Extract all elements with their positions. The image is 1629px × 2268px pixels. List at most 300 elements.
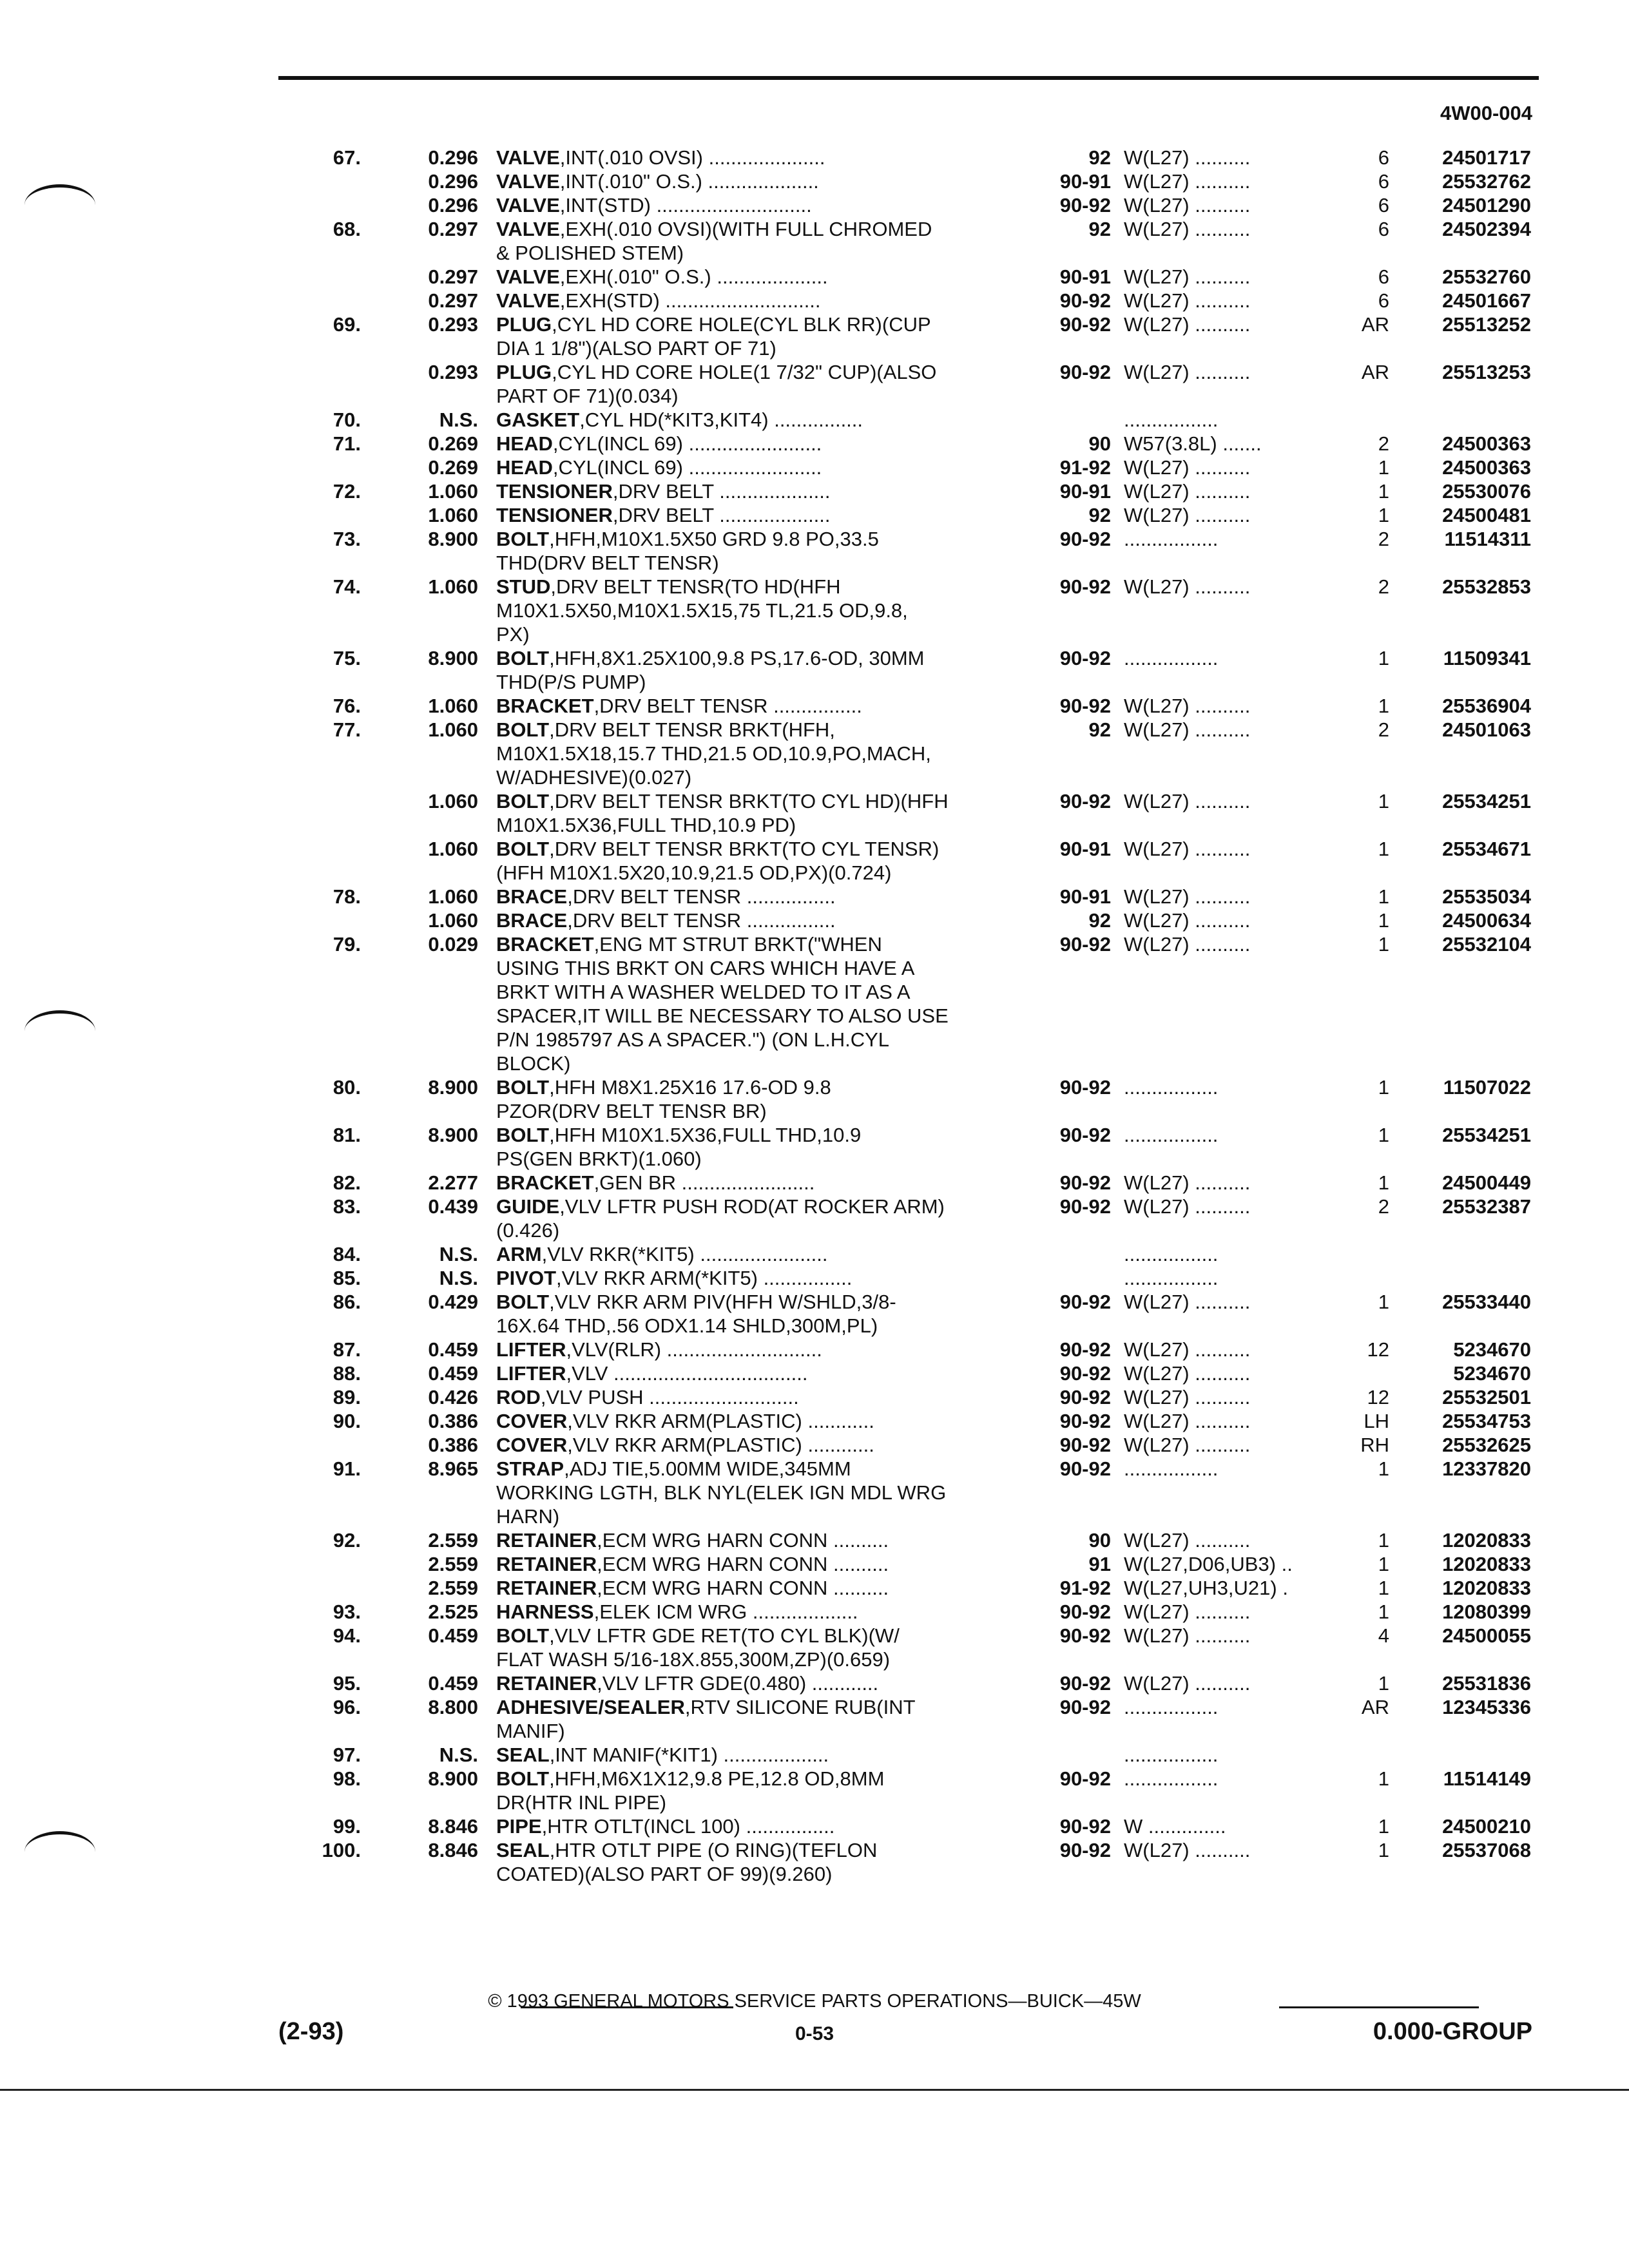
part-description (478, 1671, 1021, 1695)
part-detail: ,DRV BELT TENSR BRKT(TO CYL TENSR) (549, 838, 940, 860)
table-row (0, 1075, 1629, 1123)
item-key: 71. (333, 432, 361, 455)
group-number: 0.297 (428, 289, 478, 312)
part-name: LIFTER (496, 1338, 566, 1361)
part-name: RETAINER (496, 1577, 597, 1599)
table-row (0, 1242, 1629, 1266)
description-line (496, 718, 1021, 742)
model-usage: W(L27) .......... (1124, 1410, 1251, 1432)
quantity: 2 (1378, 575, 1389, 598)
part-number: 25530076 (1442, 480, 1531, 503)
part-number: 25532501 (1442, 1386, 1531, 1408)
part-description (478, 885, 1021, 908)
part-description (478, 1290, 1021, 1338)
description-line (496, 217, 1021, 241)
quantity: 1 (1378, 838, 1389, 860)
part-detail: ,ECM WRG HARN CONN .......... (597, 1529, 889, 1552)
part-number: 11507022 (1443, 1076, 1531, 1099)
part-name: BOLT (496, 528, 550, 550)
description-line (496, 575, 1021, 599)
part-description (478, 456, 1021, 479)
part-detail: ,VLV PUSH ........................... (540, 1386, 799, 1408)
part-description (478, 1195, 1021, 1242)
part-detail: ,HTR OTLT PIPE (O RING)(TEFLON (549, 1839, 878, 1861)
description-line (496, 1171, 1021, 1195)
quantity: 1 (1378, 885, 1389, 908)
part-detail: ,CYL(INCL 69) ........................ (552, 456, 822, 479)
part-number: 24500210 (1442, 1815, 1531, 1838)
part-detail: ,INT MANIF(*KIT1) ................... (549, 1744, 829, 1766)
part-name: RETAINER (496, 1529, 597, 1552)
part-number: 24500449 (1442, 1171, 1531, 1194)
part-detail: ,EXH(.010" O.S.) .................... (559, 265, 828, 288)
part-detail: ,ADJ TIE,5.00MM WIDE,345MM (564, 1457, 851, 1480)
item-key: 81. (333, 1124, 361, 1146)
part-name: GASKET (496, 408, 580, 431)
group-number: 0.426 (428, 1386, 478, 1408)
model-years: 90-91 (1059, 838, 1111, 860)
part-number: 24501063 (1442, 718, 1531, 741)
item-key: 76. (333, 695, 361, 717)
parts-list (0, 146, 1629, 1886)
part-name: TENSIONER (496, 504, 613, 526)
part-description (478, 837, 1021, 885)
table-row (0, 885, 1629, 908)
quantity: 2 (1378, 432, 1389, 455)
part-name: VALVE (496, 218, 560, 240)
part-detail: P/N 1985797 AS A SPACER.") (ON L.H.CYL (496, 1028, 890, 1051)
item-key: 74. (333, 575, 361, 598)
model-usage: W(L27) .......... (1124, 909, 1251, 932)
description-line (496, 1791, 1021, 1814)
table-row (0, 217, 1629, 265)
group-number: 0.459 (428, 1362, 478, 1385)
part-detail: THD(DRV BELT TENSR) (496, 552, 719, 574)
part-description (478, 312, 1021, 360)
model-usage: W(L27) .......... (1124, 885, 1251, 908)
quantity: 1 (1378, 1577, 1389, 1599)
part-description (478, 1075, 1021, 1123)
item-key: 90. (333, 1410, 361, 1432)
quantity: 6 (1378, 218, 1389, 240)
model-usage: W(L27,D06,UB3) .. (1124, 1553, 1293, 1575)
part-description (478, 193, 1021, 217)
item-key: 98. (333, 1767, 361, 1790)
part-detail: ,GEN BR ........................ (593, 1171, 815, 1194)
group-number: 2.525 (428, 1600, 478, 1623)
description-line (496, 1266, 1021, 1290)
model-years: 90-91 (1059, 480, 1111, 503)
group-number: 1.060 (428, 575, 478, 598)
part-detail: ,ENG MT STRUT BRKT("WHEN (593, 933, 882, 956)
table-row (0, 1743, 1629, 1767)
description-line (496, 503, 1021, 527)
model-usage: W .............. (1124, 1815, 1226, 1838)
description-line (496, 1481, 1021, 1504)
part-detail: ,CYL(INCL 69) ........................ (552, 432, 822, 455)
description-line (496, 1123, 1021, 1147)
table-row (0, 1266, 1629, 1290)
model-usage: W(L27) .......... (1124, 1600, 1251, 1623)
quantity: 1 (1378, 1529, 1389, 1552)
part-detail: ,VLV ................................... (566, 1362, 808, 1385)
table-row (0, 312, 1629, 360)
part-number: 25513253 (1442, 361, 1531, 383)
part-detail: HARN) (496, 1505, 560, 1528)
model-years: 90-92 (1059, 1171, 1111, 1194)
part-detail: ,DRV BELT .................... (612, 504, 831, 526)
item-key: 97. (333, 1744, 361, 1766)
model-years: 90 (1088, 1529, 1111, 1552)
model-usage: ................. (1124, 647, 1219, 669)
model-usage: W(L27) .......... (1124, 1171, 1251, 1194)
model-usage: W(L27) .......... (1124, 170, 1251, 193)
model-usage: W(L27) .......... (1124, 480, 1251, 503)
quantity: AR (1361, 1696, 1389, 1718)
part-name: PIPE (496, 1815, 542, 1838)
part-description (478, 1457, 1021, 1528)
top-rule (278, 76, 1539, 80)
model-years: 90-91 (1059, 170, 1111, 193)
model-usage: W(L27) .......... (1124, 838, 1251, 860)
part-detail: ,RTV SILICONE RUB(INT (684, 1696, 916, 1718)
part-detail: ,DRV BELT .................... (612, 480, 831, 503)
part-number: 25533440 (1442, 1291, 1531, 1313)
part-name: BRACKET (496, 695, 594, 717)
description-line (496, 265, 1021, 289)
part-detail: ,DRV BELT TENSR(TO HD(HFH (550, 575, 841, 598)
model-years: 90 (1088, 432, 1111, 455)
model-usage: W(L27,UH3,U21) . (1124, 1577, 1288, 1599)
part-name: PLUG (496, 361, 552, 383)
description-line (496, 1528, 1021, 1552)
description-line (496, 1767, 1021, 1791)
part-detail: PX) (496, 623, 530, 646)
quantity: 1 (1378, 790, 1389, 812)
item-key: 95. (333, 1672, 361, 1695)
item-key: 79. (333, 933, 361, 956)
part-name: VALVE (496, 194, 560, 216)
model-years: 90-92 (1059, 575, 1111, 598)
part-name: STRAP (496, 1457, 564, 1480)
group-number: 1.060 (428, 790, 478, 812)
model-years: 90-92 (1059, 194, 1111, 216)
description-line (496, 813, 1021, 837)
description-line (496, 742, 1021, 765)
part-description (478, 1433, 1021, 1457)
group-number: 1.060 (428, 504, 478, 526)
group-number: 0.386 (428, 1410, 478, 1432)
model-usage: ................. (1124, 1696, 1219, 1718)
model-years: 90-92 (1059, 1195, 1111, 1218)
part-detail: ,INT(.010 OVSI) ..................... (559, 146, 825, 169)
part-description (478, 1624, 1021, 1671)
table-row (0, 1385, 1629, 1409)
description-line (496, 694, 1021, 718)
item-key: 77. (333, 718, 361, 741)
part-name: BOLT (496, 1124, 550, 1146)
part-number: 24501667 (1442, 289, 1531, 312)
footer-date: (2-93) (278, 2018, 344, 2045)
model-years: 92 (1088, 718, 1111, 741)
part-detail: WORKING LGTH, BLK NYL(ELEK IGN MDL WRG (496, 1481, 947, 1504)
part-name: BRACE (496, 885, 568, 908)
model-years: 90-92 (1059, 1624, 1111, 1647)
table-row (0, 1171, 1629, 1195)
part-description (478, 527, 1021, 575)
model-usage: ................. (1124, 1267, 1219, 1289)
part-name: BOLT (496, 790, 550, 812)
description-line (496, 980, 1021, 1004)
item-key: 67. (333, 146, 361, 169)
model-usage: ................. (1124, 408, 1219, 431)
part-number: 25534753 (1442, 1410, 1531, 1432)
model-usage: W(L27) .......... (1124, 265, 1251, 288)
part-name: VALVE (496, 289, 560, 312)
table-row (0, 1528, 1629, 1552)
model-years: 90-92 (1059, 1839, 1111, 1861)
table-row (0, 932, 1629, 1075)
part-description (478, 1171, 1021, 1195)
quantity: 6 (1378, 170, 1389, 193)
model-usage: W(L27) .......... (1124, 218, 1251, 240)
part-detail: W/ADHESIVE)(0.027) (496, 766, 692, 789)
part-name: BRACKET (496, 1171, 594, 1194)
table-row (0, 1695, 1629, 1743)
group-number: 0.296 (428, 170, 478, 193)
table-row (0, 1767, 1629, 1814)
group-number: 2.559 (428, 1529, 478, 1552)
description-line (496, 384, 1021, 408)
description-line (496, 1028, 1021, 1052)
model-years: 90-92 (1059, 1600, 1111, 1623)
group-number: 0.269 (428, 432, 478, 455)
table-row (0, 360, 1629, 408)
model-years: 90-92 (1059, 790, 1111, 812)
group-number: 0.429 (428, 1291, 478, 1313)
quantity: 1 (1378, 504, 1389, 526)
table-row (0, 1409, 1629, 1433)
part-detail: ,VLV RKR ARM(PLASTIC) ............ (567, 1410, 874, 1432)
part-name: BOLT (496, 647, 550, 669)
description-line (496, 1504, 1021, 1528)
part-number: 24500363 (1442, 456, 1531, 479)
part-description (478, 1767, 1021, 1814)
model-usage: ................. (1124, 1243, 1219, 1265)
part-description (478, 694, 1021, 718)
model-years: 90-92 (1059, 1457, 1111, 1480)
part-number: 12345336 (1442, 1696, 1531, 1718)
part-detail: DR(HTR INL PIPE) (496, 1791, 667, 1814)
part-name: BOLT (496, 1291, 550, 1313)
part-name: LIFTER (496, 1362, 566, 1385)
part-name: HEAD (496, 432, 553, 455)
part-name: PIVOT (496, 1267, 557, 1289)
part-name: PLUG (496, 313, 552, 336)
description-line (496, 408, 1021, 432)
quantity: 1 (1378, 1767, 1389, 1790)
item-key: 89. (333, 1386, 361, 1408)
part-name: BOLT (496, 718, 550, 741)
description-line (496, 837, 1021, 861)
table-row (0, 1600, 1629, 1624)
description-line (496, 146, 1021, 169)
description-line (496, 1338, 1021, 1361)
part-detail: ,INT(STD) ............................ (559, 194, 812, 216)
part-description (478, 1242, 1021, 1266)
group-number: 0.293 (428, 361, 478, 383)
group-number: 1.060 (428, 885, 478, 908)
quantity: 1 (1378, 1672, 1389, 1695)
part-name: BOLT (496, 1767, 550, 1790)
part-number: 11514149 (1443, 1767, 1531, 1790)
quantity: RH (1360, 1434, 1389, 1456)
model-usage: W(L27) .......... (1124, 790, 1251, 812)
description-line (496, 551, 1021, 575)
description-line (496, 336, 1021, 360)
model-usage: ................. (1124, 1767, 1219, 1790)
model-usage: W(L27) .......... (1124, 194, 1251, 216)
part-name: VALVE (496, 146, 560, 169)
group-number: 1.060 (428, 838, 478, 860)
part-detail: FLAT WASH 5/16-18X.855,300M,ZP)(0.659) (496, 1648, 891, 1671)
description-line (496, 622, 1021, 646)
description-line (496, 1743, 1021, 1767)
part-name: SEAL (496, 1744, 550, 1766)
part-description (478, 1409, 1021, 1433)
part-number: 25534251 (1442, 1124, 1531, 1146)
part-detail: ,EXH(STD) ............................ (559, 289, 821, 312)
model-usage: W(L27) .......... (1124, 695, 1251, 717)
description-line (496, 599, 1021, 622)
model-usage: W(L27) .......... (1124, 361, 1251, 383)
group-number: 8.900 (428, 1124, 478, 1146)
quantity: 4 (1378, 1624, 1389, 1647)
part-detail: ,HFH,M10X1.5X50 GRD 9.8 PO,33.5 (549, 528, 879, 550)
part-description (478, 1385, 1021, 1409)
part-detail: M10X1.5X18,15.7 THD,21.5 OD,10.9,PO,MACH, (496, 742, 931, 765)
model-years: 92 (1088, 146, 1111, 169)
part-name: ADHESIVE/SEALER (496, 1696, 685, 1718)
part-number: 25532762 (1442, 170, 1531, 193)
model-years: 90-92 (1059, 1696, 1111, 1718)
description-line (496, 1838, 1021, 1862)
table-row (0, 265, 1629, 289)
part-detail: ,VLV RKR ARM(PLASTIC) ............ (567, 1434, 874, 1456)
item-key: 73. (333, 528, 361, 550)
model-usage: ................. (1124, 528, 1219, 550)
description-line (496, 646, 1021, 670)
part-number: 25536904 (1442, 695, 1531, 717)
table-row (0, 1361, 1629, 1385)
part-name: BOLT (496, 838, 550, 860)
group-number: 1.060 (428, 909, 478, 932)
part-name: TENSIONER (496, 480, 613, 503)
part-description (478, 503, 1021, 527)
table-row (0, 1457, 1629, 1528)
description-line (496, 1600, 1021, 1624)
part-description (478, 1600, 1021, 1624)
quantity: 1 (1378, 1291, 1389, 1313)
description-line (496, 241, 1021, 265)
part-name: COVER (496, 1410, 568, 1432)
description-line (496, 169, 1021, 193)
group-number: 8.800 (428, 1696, 478, 1718)
model-years: 90-92 (1059, 647, 1111, 669)
part-number: 25513252 (1442, 313, 1531, 336)
description-line (496, 670, 1021, 694)
part-name: RETAINER (496, 1553, 597, 1575)
model-years: 91-92 (1059, 456, 1111, 479)
table-row (0, 1671, 1629, 1695)
table-row (0, 1338, 1629, 1361)
item-key: 99. (333, 1815, 361, 1838)
group-number: 0.439 (428, 1195, 478, 1218)
part-name: COVER (496, 1434, 568, 1456)
quantity: 12 (1367, 1386, 1389, 1408)
quantity: 1 (1378, 1553, 1389, 1575)
part-name: SEAL (496, 1839, 550, 1861)
part-detail: ,HFH M10X1.5X36,FULL THD,10.9 (549, 1124, 862, 1146)
group-number: 1.060 (428, 480, 478, 503)
description-line (496, 312, 1021, 336)
item-key: 68. (333, 218, 361, 240)
item-key: 93. (333, 1600, 361, 1623)
item-key: 87. (333, 1338, 361, 1361)
part-detail: ,VLV LFTR PUSH ROD(AT ROCKER ARM) (559, 1195, 945, 1218)
model-years: 91-92 (1059, 1577, 1111, 1599)
model-years: 90-92 (1059, 1124, 1111, 1146)
part-detail: BRKT WITH A WASHER WELDED TO IT AS A (496, 981, 911, 1003)
group-number: N.S. (439, 1243, 478, 1265)
part-detail: BLOCK) (496, 1052, 571, 1075)
table-row (0, 503, 1629, 527)
model-years: 92 (1088, 218, 1111, 240)
group-number: 8.900 (428, 1767, 478, 1790)
model-usage: ................. (1124, 1124, 1219, 1146)
part-name: HEAD (496, 456, 553, 479)
item-key: 100. (322, 1839, 361, 1861)
part-detail: 16X.64 THD,.56 ODX1.14 SHLD,300M,PL) (496, 1314, 878, 1337)
part-detail: (HFH M10X1.5X20,10.9,21.5 OD,PX)(0.724) (496, 861, 892, 884)
quantity: 1 (1378, 695, 1389, 717)
model-usage: W(L27) .......... (1124, 1672, 1251, 1695)
model-years: 92 (1088, 909, 1111, 932)
quantity: LH (1364, 1410, 1389, 1432)
table-row (0, 1290, 1629, 1338)
part-detail: ,VLV RKR ARM PIV(HFH W/SHLD,3/8- (549, 1291, 896, 1313)
description-line (496, 1147, 1021, 1171)
part-description (478, 1528, 1021, 1552)
model-years: 90-92 (1059, 1410, 1111, 1432)
part-detail: ,DRV BELT TENSR ................ (567, 909, 836, 932)
description-line (496, 861, 1021, 885)
part-detail: PS(GEN BRKT)(1.060) (496, 1148, 702, 1170)
part-description (478, 1123, 1021, 1171)
part-name: VALVE (496, 170, 560, 193)
model-usage: W(L27) .......... (1124, 1386, 1251, 1408)
model-years: 90-92 (1059, 1386, 1111, 1408)
part-number: 24500055 (1442, 1624, 1531, 1647)
description-line (496, 193, 1021, 217)
model-years: 90-92 (1059, 1338, 1111, 1361)
table-row (0, 1433, 1629, 1457)
part-description (478, 646, 1021, 694)
quantity: 2 (1378, 1195, 1389, 1218)
model-years: 90-92 (1059, 695, 1111, 717)
part-number: 5234670 (1453, 1362, 1531, 1385)
part-detail: USING THIS BRKT ON CARS WHICH HAVE A (496, 957, 915, 979)
